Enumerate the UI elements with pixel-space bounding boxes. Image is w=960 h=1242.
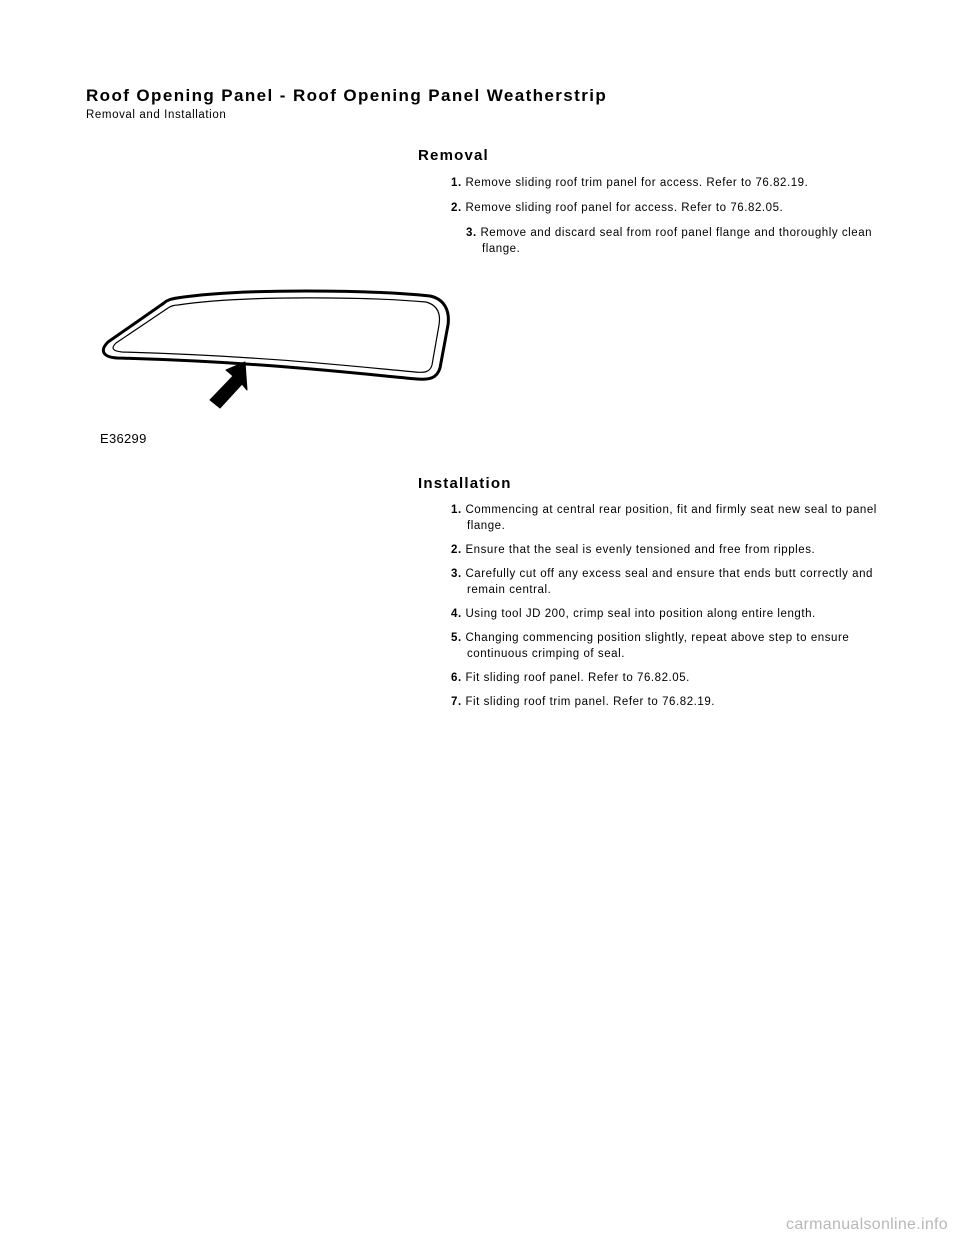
removal-step: [451, 200, 881, 216]
step-text: Changing commencing position slightly, repeat above step to ensure continuous crimping of seal.: [465, 632, 850, 660]
seal-outer-outline: [103, 291, 448, 379]
installation-steps-list: [451, 502, 881, 718]
installation-step: [451, 670, 881, 686]
step-text: Fit sliding roof panel. Refer to 76.82.05.: [465, 672, 690, 684]
step-text: Ensure that the seal is evenly tensioned and free from ripples.: [465, 544, 816, 556]
step-number: 3.: [466, 227, 477, 239]
step-number: 6.: [451, 672, 462, 684]
installation-step: [451, 606, 881, 622]
removal-heading: Removal: [418, 147, 489, 164]
installation-step: [451, 694, 881, 710]
step-number: 1.: [451, 504, 462, 516]
step-number: 2.: [451, 202, 462, 214]
installation-step: [451, 542, 881, 558]
step-number: 1.: [451, 177, 462, 189]
step-text: Carefully cut off any excess seal and ensure that ends butt correctly and remain central.: [465, 568, 873, 596]
step-number: 7.: [451, 696, 462, 708]
removal-steps-list: [451, 175, 881, 266]
step-text: Commencing at central rear position, fit and firmly seat new seal to panel flange.: [465, 504, 877, 532]
step-text: Remove sliding roof panel for access. Refer to 76.82.05.: [465, 202, 784, 214]
roof-panel-seal-illustration: [92, 280, 462, 465]
step-text: Remove sliding roof trim panel for access. Refer to 76.82.19.: [465, 177, 809, 189]
installation-step: [451, 630, 881, 662]
removal-step: [466, 225, 881, 257]
step-text: Fit sliding roof trim panel. Refer to 76.82.19.: [465, 696, 716, 708]
step-number: 3.: [451, 568, 462, 580]
step-number: 4.: [451, 608, 462, 620]
installation-step: [451, 502, 881, 534]
page-title: Roof Opening Panel - Roof Opening Panel Weatherstrip: [86, 86, 608, 105]
step-text: Using tool JD 200, crimp seal into position along entire length.: [465, 608, 816, 620]
installation-step: [451, 566, 881, 598]
installation-heading: Installation: [418, 475, 512, 492]
page-subtitle: Removal and Installation: [86, 109, 227, 121]
seal-inner-outline: [113, 298, 439, 372]
figure-id: E36299: [100, 431, 147, 446]
step-text: Remove and discard seal from roof panel flange and thoroughly clean flange.: [480, 227, 873, 255]
step-number: 2.: [451, 544, 462, 556]
removal-step: [451, 175, 881, 191]
arrow-icon: [210, 362, 247, 408]
step-number: 5.: [451, 632, 462, 644]
watermark: carmanualsonline.info: [786, 1216, 948, 1233]
